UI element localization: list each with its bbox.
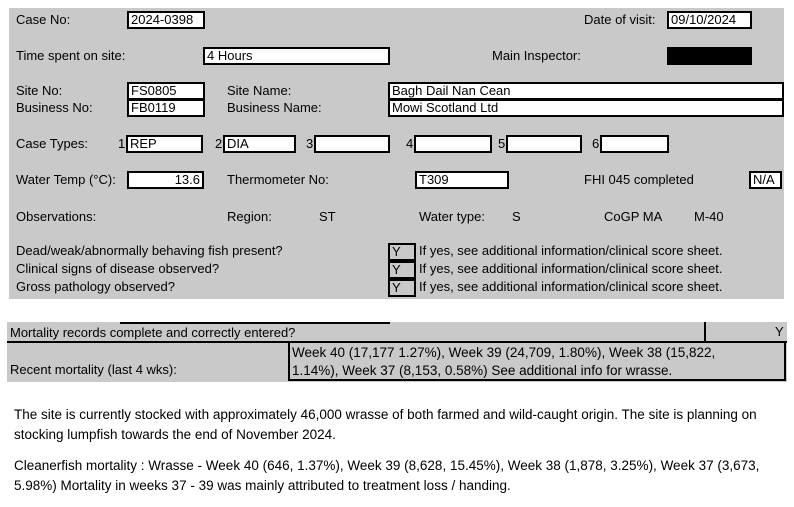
cogp-label: CoGP MA — [604, 209, 663, 224]
check-question: Clinical signs of disease observed? — [16, 261, 220, 276]
site-no-field[interactable]: FS0805 — [127, 82, 205, 100]
case-type-3-number: 3 — [306, 136, 314, 151]
recent-mortality-label: Recent mortality (last 4 wks): — [10, 362, 177, 377]
case-no-label: Case No: — [16, 12, 71, 27]
case-type-6-field[interactable] — [600, 135, 669, 153]
time-field[interactable]: 4 Hours — [203, 47, 390, 65]
notes-paragraph-2-line-1: Cleanerfish mortality : Wrasse - Week 40 (646, 1.37%), Week 39 (8,628, 15.45%), Week 38 (1,878, 3.25%), Week 37 (3,673, — [14, 458, 760, 473]
observations-label: Observations: — [16, 209, 97, 224]
region-value: ST — [319, 209, 336, 224]
recent-mortality-line-2: 1.14%), Week 37 (8,153, 0.58%) See additional info for wrasse. — [292, 363, 673, 378]
business-name-field[interactable]: Mowi Scotland Ltd — [388, 99, 784, 117]
case-type-4-number: 4 — [406, 136, 414, 151]
inspector-label: Main Inspector: — [492, 48, 581, 63]
records-divider — [704, 322, 706, 342]
thermometer-label: Thermometer No: — [227, 172, 329, 187]
case-type-4-field[interactable] — [414, 135, 492, 153]
notes-paragraph-1-line-1: The site is currently stocked with approximately 46,000 wrasse of both farmed and wild-caught origin. The site is planning on — [14, 407, 757, 422]
water-temp-field[interactable]: 13.6 — [127, 171, 204, 189]
cogp-value: M-40 — [694, 209, 724, 224]
recent-mortality-line-1: Week 40 (17,177 1.27%), Week 39 (24,709, 1.80%), Week 38 (15,822, — [292, 345, 716, 360]
records-answer[interactable]: Y — [775, 324, 784, 339]
site-name-label: Site Name: — [227, 83, 292, 98]
notes-paragraph-2 — [14, 456, 784, 496]
notes-paragraph-1-line-2: stocking lumpfish towards the end of November 2024. — [14, 427, 336, 442]
business-no-label: Business No: — [16, 100, 93, 115]
case-type-2-number: 2 — [215, 136, 223, 151]
site-name-field[interactable]: Bagh Dail Nan Cean — [388, 82, 784, 100]
check-answer-box[interactable]: Y — [388, 279, 416, 297]
check-note: If yes, see additional information/clinical score sheet. — [419, 243, 723, 258]
region-label: Region: — [227, 209, 272, 224]
water-type-label: Water type: — [419, 209, 485, 224]
case-type-5-field[interactable] — [506, 135, 582, 153]
case-types-label: Case Types: — [16, 136, 89, 151]
check-answer-box[interactable]: Y — [388, 261, 416, 279]
check-question: Dead/weak/abnormally behaving fish present? — [16, 243, 283, 258]
water-type-value: S — [512, 209, 521, 224]
case-type-6-number: 6 — [592, 136, 600, 151]
date-label: Date of visit: — [584, 12, 656, 27]
date-field[interactable]: 09/10/2024 — [667, 11, 752, 29]
check-note: If yes, see additional information/clinical score sheet. — [419, 279, 723, 294]
records-label: Mortality records complete and correctly entered? — [10, 325, 296, 340]
separator-line — [120, 322, 390, 324]
site-no-label: Site No: — [16, 83, 63, 98]
check-answer-box[interactable]: Y — [388, 243, 416, 261]
case-type-1-number: 1 — [118, 136, 126, 151]
notes-paragraph-1 — [14, 405, 784, 445]
fhi-label: FHI 045 completed — [584, 172, 694, 187]
thermometer-field[interactable]: T309 — [415, 171, 509, 189]
check-note: If yes, see additional information/clinical score sheet. — [419, 261, 723, 276]
case-type-3-field[interactable] — [314, 135, 390, 153]
case-type-5-number: 5 — [498, 136, 506, 151]
check-question: Gross pathology observed? — [16, 279, 175, 294]
case-type-2-field[interactable]: DIA — [223, 135, 296, 153]
inspector-redacted-field — [667, 47, 752, 65]
business-name-label: Business Name: — [227, 100, 322, 115]
time-label: Time spent on site: — [16, 48, 126, 63]
case-type-1-field[interactable]: REP — [126, 135, 203, 153]
notes-paragraph-2-line-2: 5.98%) Mortality in weeks 37 - 39 was mainly attributed to treatment loss / handing. — [14, 478, 511, 493]
business-no-field[interactable]: FB0119 — [127, 99, 205, 117]
case-no-field[interactable]: 2024-0398 — [127, 11, 205, 29]
fhi-field[interactable]: N/A — [749, 171, 782, 189]
water-temp-label: Water Temp (°C): — [16, 172, 116, 187]
